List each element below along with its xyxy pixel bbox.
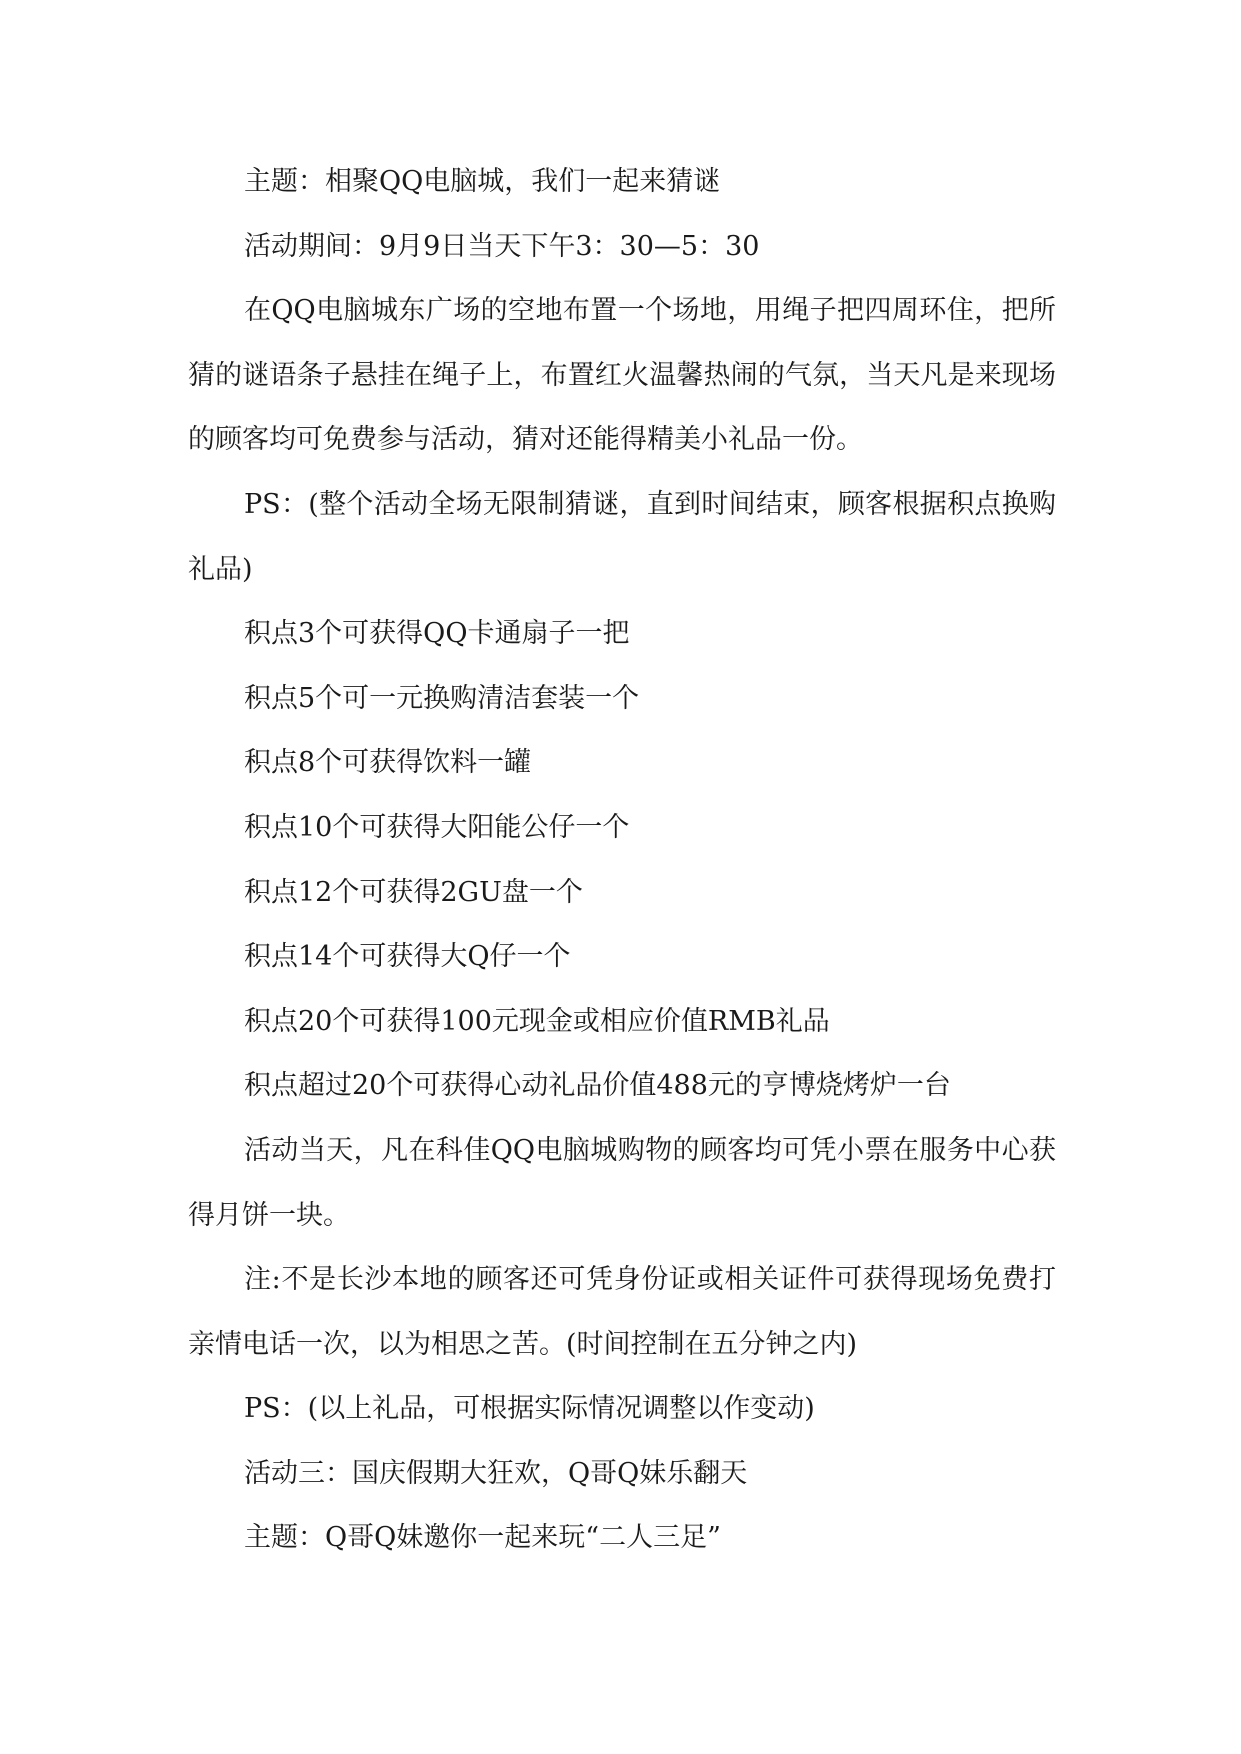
list-item-points-14: 积点14个可获得大Q仔一个: [244, 941, 571, 973]
heading-activity-three: 活动三：国庆假期大狂欢，Q哥Q妹乐翻天: [244, 1457, 748, 1489]
paragraph-ps-rules: PS：(整个活动全场无限制猜谜，直到时间结束，顾客根据积点换购礼品): [188, 488, 1056, 585]
paragraph-venue: 在QQ电脑城东广场的空地布置一个场地，用绳子把四周环住，把所猜的谜语条子悬挂在绳子上，布置红火温馨热闹的气氛，当天凡是来现场的顾客均可免费参与活动，猜对还能得精美小礼品一份。: [188, 295, 1056, 456]
paragraph-ps-adjust: PS：(以上礼品，可根据实际情况调整以作变动): [244, 1393, 815, 1425]
list-item-points-3: 积点3个可获得QQ卡通扇子一把: [244, 618, 630, 650]
list-item-points-10: 积点10个可获得大阳能公仔一个: [244, 811, 630, 843]
paragraph-theme-three: 主题：Q哥Q妹邀你一起来玩“二人三足”: [244, 1522, 721, 1554]
list-item-points-8: 积点8个可获得饮料一罐: [244, 747, 532, 779]
paragraph-mooncake: 活动当天，凡在科佳QQ电脑城购物的顾客均可凭小票在服务中心获得月饼一块。: [188, 1134, 1056, 1231]
list-item-points-20: 积点20个可获得100元现金或相应价值RMB礼品: [244, 1005, 830, 1037]
paragraph-period: 活动期间：9月9日当天下午3：30—5：30: [244, 230, 760, 262]
document-body: [188, 150, 1056, 1571]
paragraph-note-phone: 注:不是长沙本地的顾客还可凭身份证或相关证件可获得现场免费打亲情电话一次，以为相思之苦。(时间控制在五分钟之内): [188, 1264, 1056, 1360]
list-item-points-12: 积点12个可获得2GU盘一个: [244, 876, 583, 908]
list-item-points-over-20: 积点超过20个可获得心动礼品价值488元的亨博烧烤炉一台: [244, 1070, 951, 1102]
list-item-points-5: 积点5个可一元换购清洁套装一个: [244, 682, 640, 714]
paragraph-theme: 主题：相聚QQ电脑城，我们一起来猜谜: [244, 166, 721, 197]
